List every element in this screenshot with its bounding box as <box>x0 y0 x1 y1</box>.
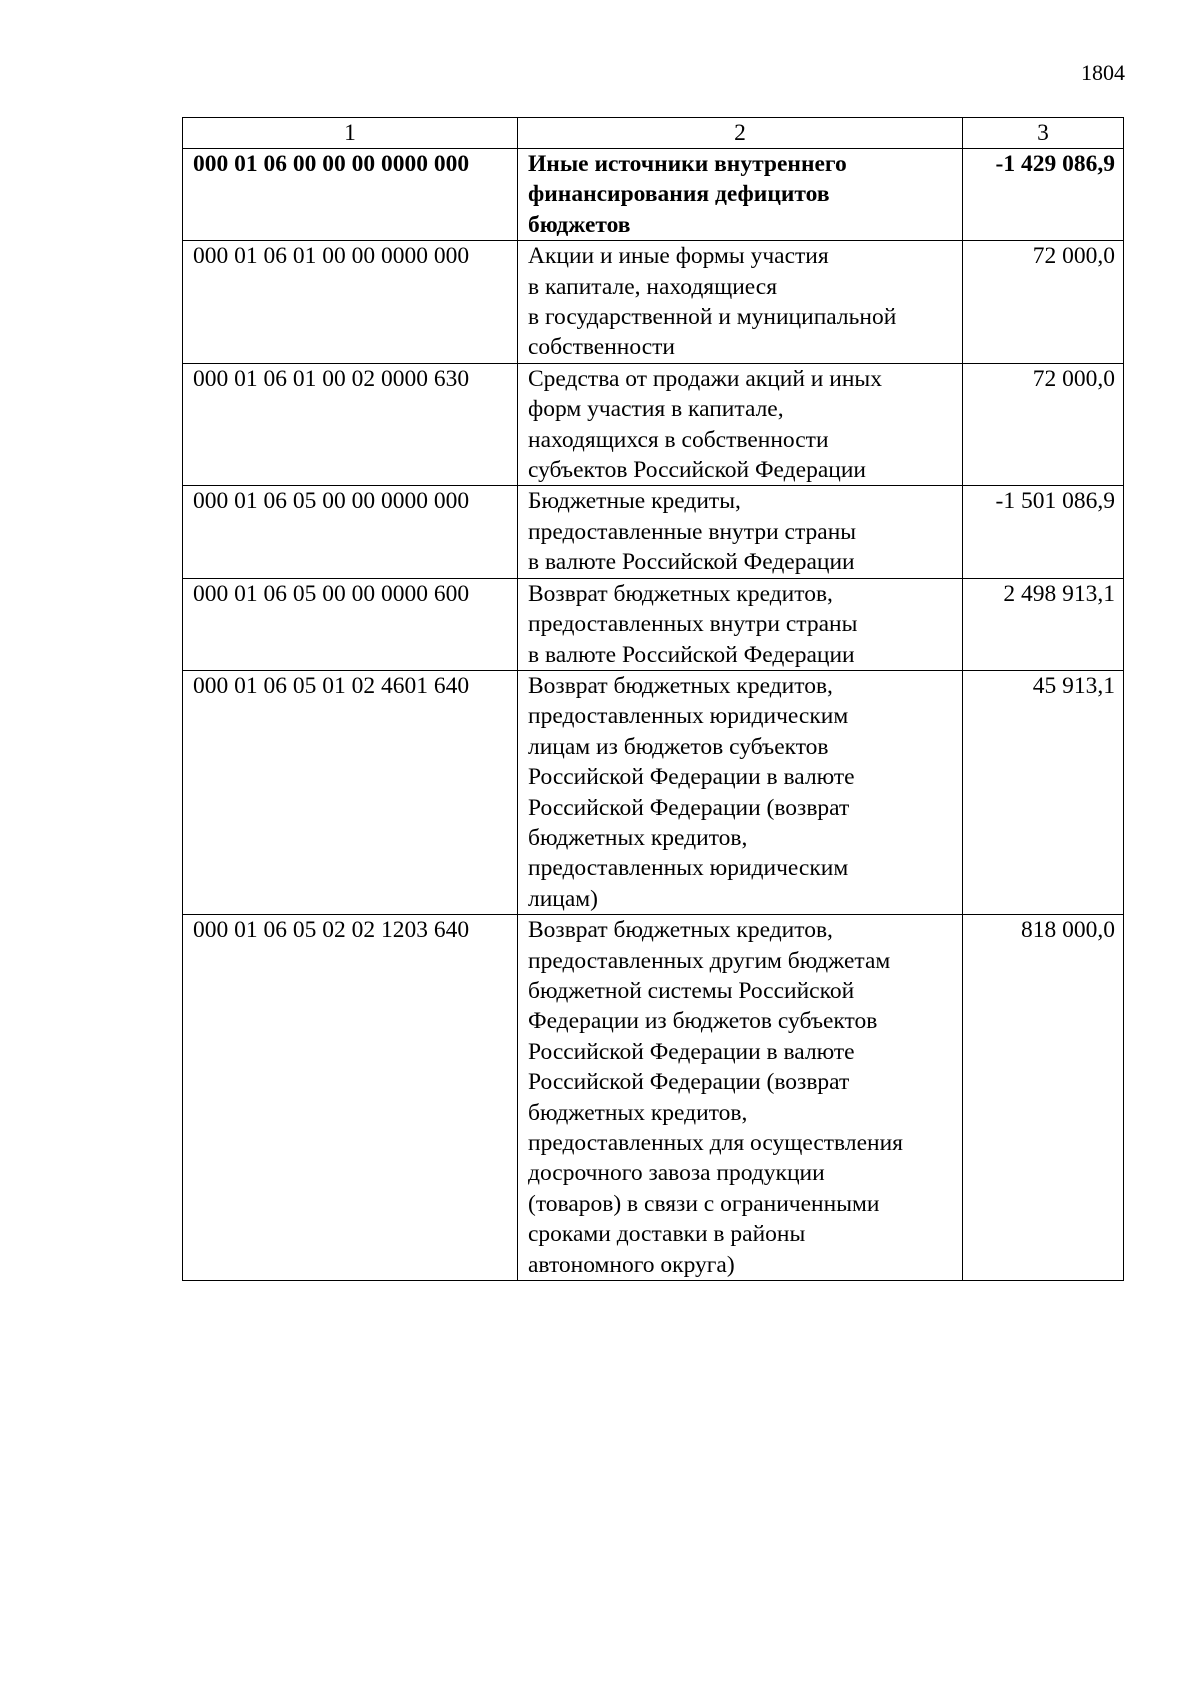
table-header-row <box>183 118 1124 149</box>
budget-code-cell: 000 01 06 05 01 02 4601 640 <box>183 670 518 914</box>
table-row <box>183 915 1124 1281</box>
description-cell: Возврат бюджетных кредитов, предоставленных юридическим лицам из бюджетов субъектов Российской Федерации в валюте Российской Федерации (возврат бюджетных кредитов, предоставленных юридическим лицам) <box>518 670 963 914</box>
budget-code-cell: 000 01 06 00 00 00 0000 000 <box>183 149 518 241</box>
table-row <box>183 241 1124 364</box>
table-row <box>183 486 1124 578</box>
budget-code-cell: 000 01 06 05 02 02 1203 640 <box>183 915 518 1281</box>
description-cell: Возврат бюджетных кредитов, предоставленных внутри страны в валюте Российской Федерации <box>518 578 963 670</box>
budget-code-cell: 000 01 06 01 00 02 0000 630 <box>183 363 518 486</box>
table-row <box>183 149 1124 241</box>
description-cell: Возврат бюджетных кредитов, предоставленных другим бюджетам бюджетной системы Российской Федерации из бюджетов субъектов Российской Федерации в валюте Российской Федерации (возврат бюджетных кредитов, предоставленных для осуществления досрочного завоза продукции (товаров) в связи с ограниченными сроками доставки в районы автономного округа) <box>518 915 963 1281</box>
description-cell: Иные источники внутреннего финансирования дефицитов бюджетов <box>518 149 963 241</box>
description-cell: Акции и иные формы участия в капитале, находящиеся в государственной и муниципальной собственности <box>518 241 963 364</box>
amount-cell: 2 498 913,1 <box>963 578 1124 670</box>
budget-code-cell: 000 01 06 05 00 00 0000 000 <box>183 486 518 578</box>
amount-cell: 72 000,0 <box>963 363 1124 486</box>
table-row <box>183 670 1124 914</box>
amount-cell: 45 913,1 <box>963 670 1124 914</box>
table-body <box>183 118 1124 1281</box>
amount-cell: 818 000,0 <box>963 915 1124 1281</box>
description-cell: Бюджетные кредиты, предоставленные внутри страны в валюте Российской Федерации <box>518 486 963 578</box>
amount-cell: 72 000,0 <box>963 241 1124 364</box>
column-header-2: 2 <box>518 118 963 149</box>
page-number: 1804 <box>1081 60 1125 85</box>
table-row <box>183 578 1124 670</box>
description-cell: Средства от продажи акций и иных форм участия в капитале, находящихся в собственности субъектов Российской Федерации <box>518 363 963 486</box>
table-row <box>183 363 1124 486</box>
column-header-3: 3 <box>963 118 1124 149</box>
column-header-1: 1 <box>183 118 518 149</box>
budget-code-cell: 000 01 06 01 00 00 0000 000 <box>183 241 518 364</box>
budget-sources-table <box>182 117 1124 1281</box>
amount-cell: -1 501 086,9 <box>963 486 1124 578</box>
budget-code-cell: 000 01 06 05 00 00 0000 600 <box>183 578 518 670</box>
amount-cell: -1 429 086,9 <box>963 149 1124 241</box>
